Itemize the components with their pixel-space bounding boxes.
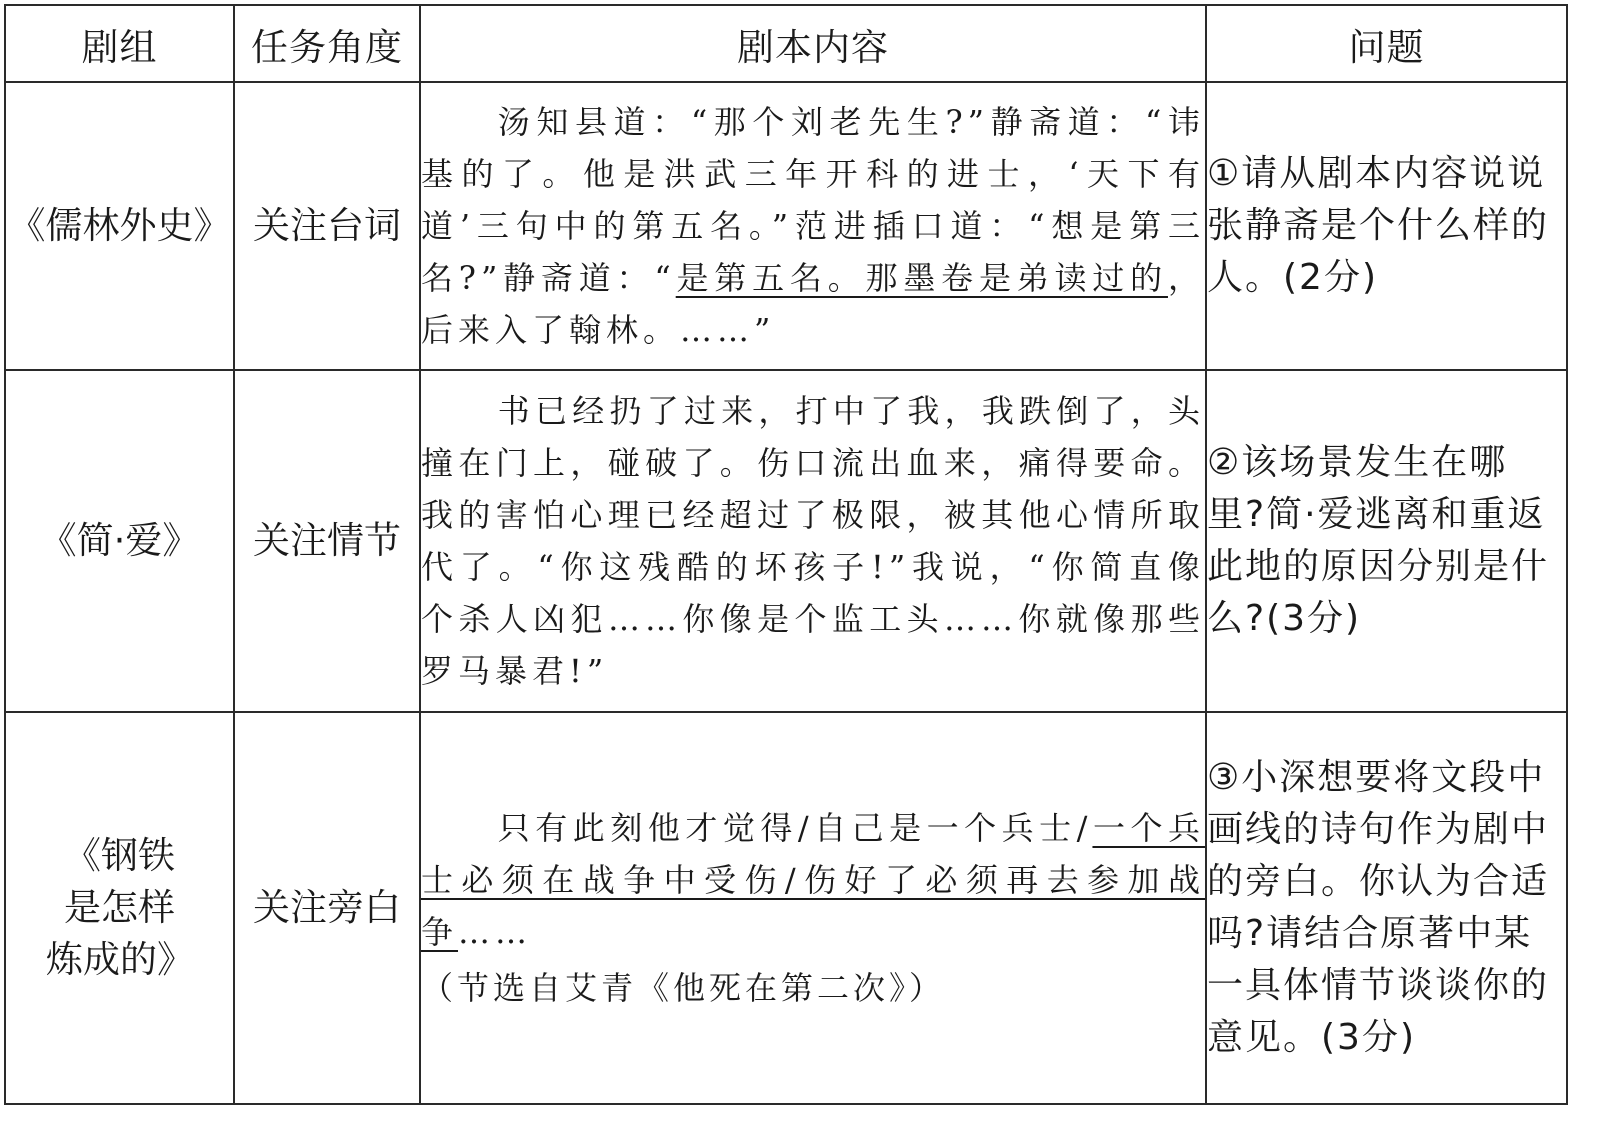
drama-title: 《简·爱》 bbox=[5, 370, 234, 712]
question-text: ②该场景发生在哪里?简·爱逃离和重返此地的原因分别是什么?(3分) bbox=[1206, 370, 1567, 712]
script-paragraph bbox=[421, 802, 1205, 958]
task-angle: 关注情节 bbox=[234, 370, 420, 712]
question-text: ③小深想要将文段中画线的诗句作为剧中的旁白。你认为合适吗?请结合原著中某一具体情节谈谈你的意见。(3分) bbox=[1206, 712, 1567, 1104]
script-paragraph: 书已经扔了过来，打中了我，我跌倒了，头撞在门上，碰破了。伤口流出血来，痛得要命。我的害怕心理已经超过了极限，被其他心情所取代了。“你这残酷的坏孩子!”我说，“你简直像个杀人凶犯……你像是个监工头……你就像那些罗马暴君!” bbox=[421, 392, 1205, 690]
drama-task-table bbox=[4, 4, 1568, 1105]
header-question: 问题 bbox=[1206, 5, 1567, 82]
source-citation: （节选自艾青《他死在第二次》） bbox=[421, 969, 946, 1007]
script-content bbox=[420, 712, 1206, 1104]
task-angle: 关注台词 bbox=[234, 82, 420, 370]
drama-title: 《儒林外史》 bbox=[5, 82, 234, 370]
underlined-text: 一个兵士必须在战争中受伤/伤好了必须再去参加战争 bbox=[421, 809, 1205, 951]
script-paragraph bbox=[421, 96, 1205, 356]
script-text: 汤知县道：“那个刘老先生?”静斋道：“讳基的了。他是洪武三年开科的进士，‘天下有道’三句中的第五名。”范进插口道：“想是第三名?”静斋道：“ bbox=[421, 103, 1205, 297]
script-content bbox=[420, 82, 1206, 370]
table-row bbox=[5, 82, 1567, 370]
script-text: ，后来入了翰林。……” bbox=[421, 259, 1205, 349]
header-content: 剧本内容 bbox=[420, 5, 1206, 82]
script-content bbox=[420, 370, 1206, 712]
table-row bbox=[5, 370, 1567, 712]
task-angle: 关注旁白 bbox=[234, 712, 420, 1104]
drama-title: 《钢铁是怎样炼成的》 bbox=[5, 712, 234, 1104]
table-row bbox=[5, 712, 1567, 1104]
underlined-text: 是第五名。那墨卷是弟读过的 bbox=[675, 259, 1168, 297]
header-row bbox=[5, 5, 1567, 82]
question-text: ①请从剧本内容说说张静斋是个什么样的人。(2分) bbox=[1206, 82, 1567, 370]
script-text: …… bbox=[458, 913, 533, 951]
header-angle: 任务角度 bbox=[234, 5, 420, 82]
header-drama: 剧组 bbox=[5, 5, 234, 82]
script-text: 只有此刻他才觉得/自己是一个兵士/ bbox=[497, 809, 1093, 847]
